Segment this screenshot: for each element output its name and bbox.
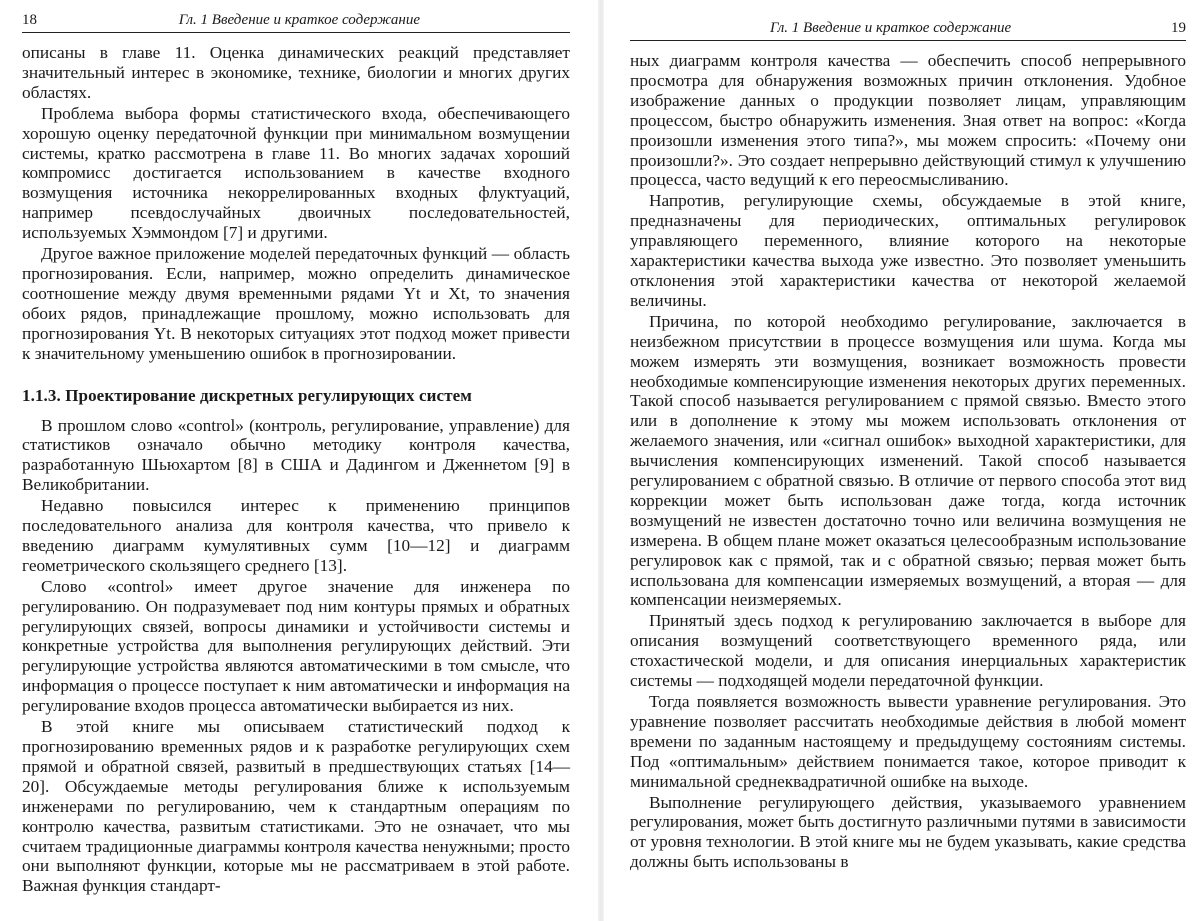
section-paragraph-1: В прошлом слово «control» (контроль, регулирование, управление) для статистиков означало обычно методику контроля качества, разработанную Шьюхартом [8] в США и Дадингом и Дженнетом [9] в Великобритании.: [22, 416, 570, 496]
section-paragraph-4: В этой книге мы описываем статистический подход к прогнозированию временных рядов и к разработке регулирующих схем прямой и обратной связей, развитый в предшествующих статьях [14—20]. Обсуждаемые методы регулирования ближе к используемым инженерами по регулированию, чем к стандартным операциям по контролю качества, развитым статистиками. Это не означает, что мы считаем традиционные диаграммы контроля качества ненужными; просто они выполняют функции, которые мы не рассматриваем в этой работе. Важная функция стандарт-: [22, 717, 570, 896]
right-paragraph-4: Принятый здесь подход к регулированию заключается в выборе для описания возмущений соответствующего временного ряда, или стохастической модели, и для описания инерциальных характеристик системы — подходящей модели передаточной функции.: [630, 611, 1186, 691]
left-paragraph-1: описаны в главе 11. Оценка динамических реакций представляет значительный интерес в экономике, технике, биологии и многих других областях.: [22, 43, 570, 103]
right-paragraph-6: Выполнение регулирующего действия, указываемого уравнением регулирования, может быть достигнуто различными путями в зависимости от уровня технологии. В этой книге мы не будем указывать, какие средства должны быть использованы в: [630, 793, 1186, 873]
left-page: [0, 0, 590, 921]
right-paragraph-1: ных диаграмм контроля качества — обеспечить способ непрерывного просмотра для обнаружения возможных причин отклонения. Удобное изображение данных о продукции позволяет лицам, управляющим процессом, быстро обнаружить изменения. Зная ответ на вопрос: «Когда произошли изменения этого типа?», мы можем спросить: «Почему они произошли?». Это создает непрерывно действующий стимул к улучшению процесса, часто ведущий к его переосмысливанию.: [630, 51, 1186, 190]
left-paragraph-3: Другое важное приложение моделей передаточных функций — область прогнозирования. Если, например, можно определить динамическое соотношение между двумя временными рядами Yt и Xt, то значения обоих рядов, принадлежащие прошлому, можно использовать для прогнозирования Yt. В некоторых ситуациях этот подход может привести к значительному уменьшению ошибок в прогнозировании.: [22, 244, 570, 363]
book-gutter: [598, 0, 604, 921]
right-running-title: Гл. 1 Введение и краткое содержание: [770, 20, 1011, 37]
right-paragraph-2: Напротив, регулирующие схемы, обсуждаемые в этой книге, предназначены для периодических, оптимальных регулировок управляющего переменного, влияние которого на некоторые характеристики качества выхода уже известно. Это позволяет уменьшить отклонения этой характеристики качества от некоторой желаемой величины.: [630, 191, 1186, 310]
left-running-title: Гл. 1 Введение и краткое содержание: [179, 12, 420, 29]
section-heading: 1.1.3. Проектирование дискретных регулирующих систем: [22, 386, 570, 406]
left-paragraph-2: Проблема выбора формы статистического входа, обеспечивающего хорошую оценку передаточной функции при минимальном возмущении системы, кратко рассмотрена в главе 11. Во многих задачах хороший компромисс достигается использованием в качестве входного возмущения источника некоррелированных входных флуктуаций, например псевдослучайных двоичных последовательностей, используемых Хэммондом [7] и другими.: [22, 104, 570, 243]
right-page: [610, 0, 1200, 921]
right-paragraph-3: Причина, по которой необходимо регулирование, заключается в неизбежном присутствии в процессе возмущения или шума. Когда мы можем измерять эти возмущения, возникает возможность провести необходимые компенсирующие изменения некоторых других переменных. Такой способ называется регулированием с прямой связью. Вместо этого или в дополнение к этому мы можем использовать отклонения от желаемого значения, или «сигнал ошибок» выходной характеристики, для вычисления компенсирующих изменений. Такой способ называется регулированием с обратной связью. В отличие от первого способа этот вид коррекции может быть использован даже тогда, когда источник возмущений не известен достаточно точно или величина возмущения не измерена. В общем плане может оказаться целесообразным использование регулировок как с прямой, так и с обратной связью; первая может быть использована для компенсации измеряемых возмущений, а вторая — для компенсации неизмеряемых.: [630, 312, 1186, 611]
left-running-head: [22, 12, 570, 33]
right-running-head: [630, 20, 1186, 41]
right-page-number: 19: [1171, 20, 1186, 37]
book-spread: [0, 0, 1200, 921]
section-paragraph-2: Недавно повысился интерес к применению принципов последовательного анализа для контроля качества, что привело к введению диаграмм кумулятивных сумм [10—12] и диаграмм геометрического скользящего среднего [13].: [22, 496, 570, 576]
right-paragraph-5: Тогда появляется возможность вывести уравнение регулирования. Это уравнение позволяет рассчитать необходимые действия в любой момент времени по заданным настоящему и предыдущему состояниям системы. Под «оптимальным» действием понимается такое, которое приводит к минимальной среднеквадратичной ошибке на выходе.: [630, 692, 1186, 792]
section-paragraph-3: Слово «control» имеет другое значение для инженера по регулированию. Он подразумевает под ним контуры прямых и обратных регулирующих связей, вопросы динамики и устойчивости системы и конкретные устройства для выполнения регулирующих действий. Эти регулирующие устройства являются автоматическими в том смысле, что информация о процессе поступает к ним автоматически и информация на регулирование входов процесса автоматически выбирается из них.: [22, 577, 570, 716]
left-page-number: 18: [22, 12, 37, 29]
